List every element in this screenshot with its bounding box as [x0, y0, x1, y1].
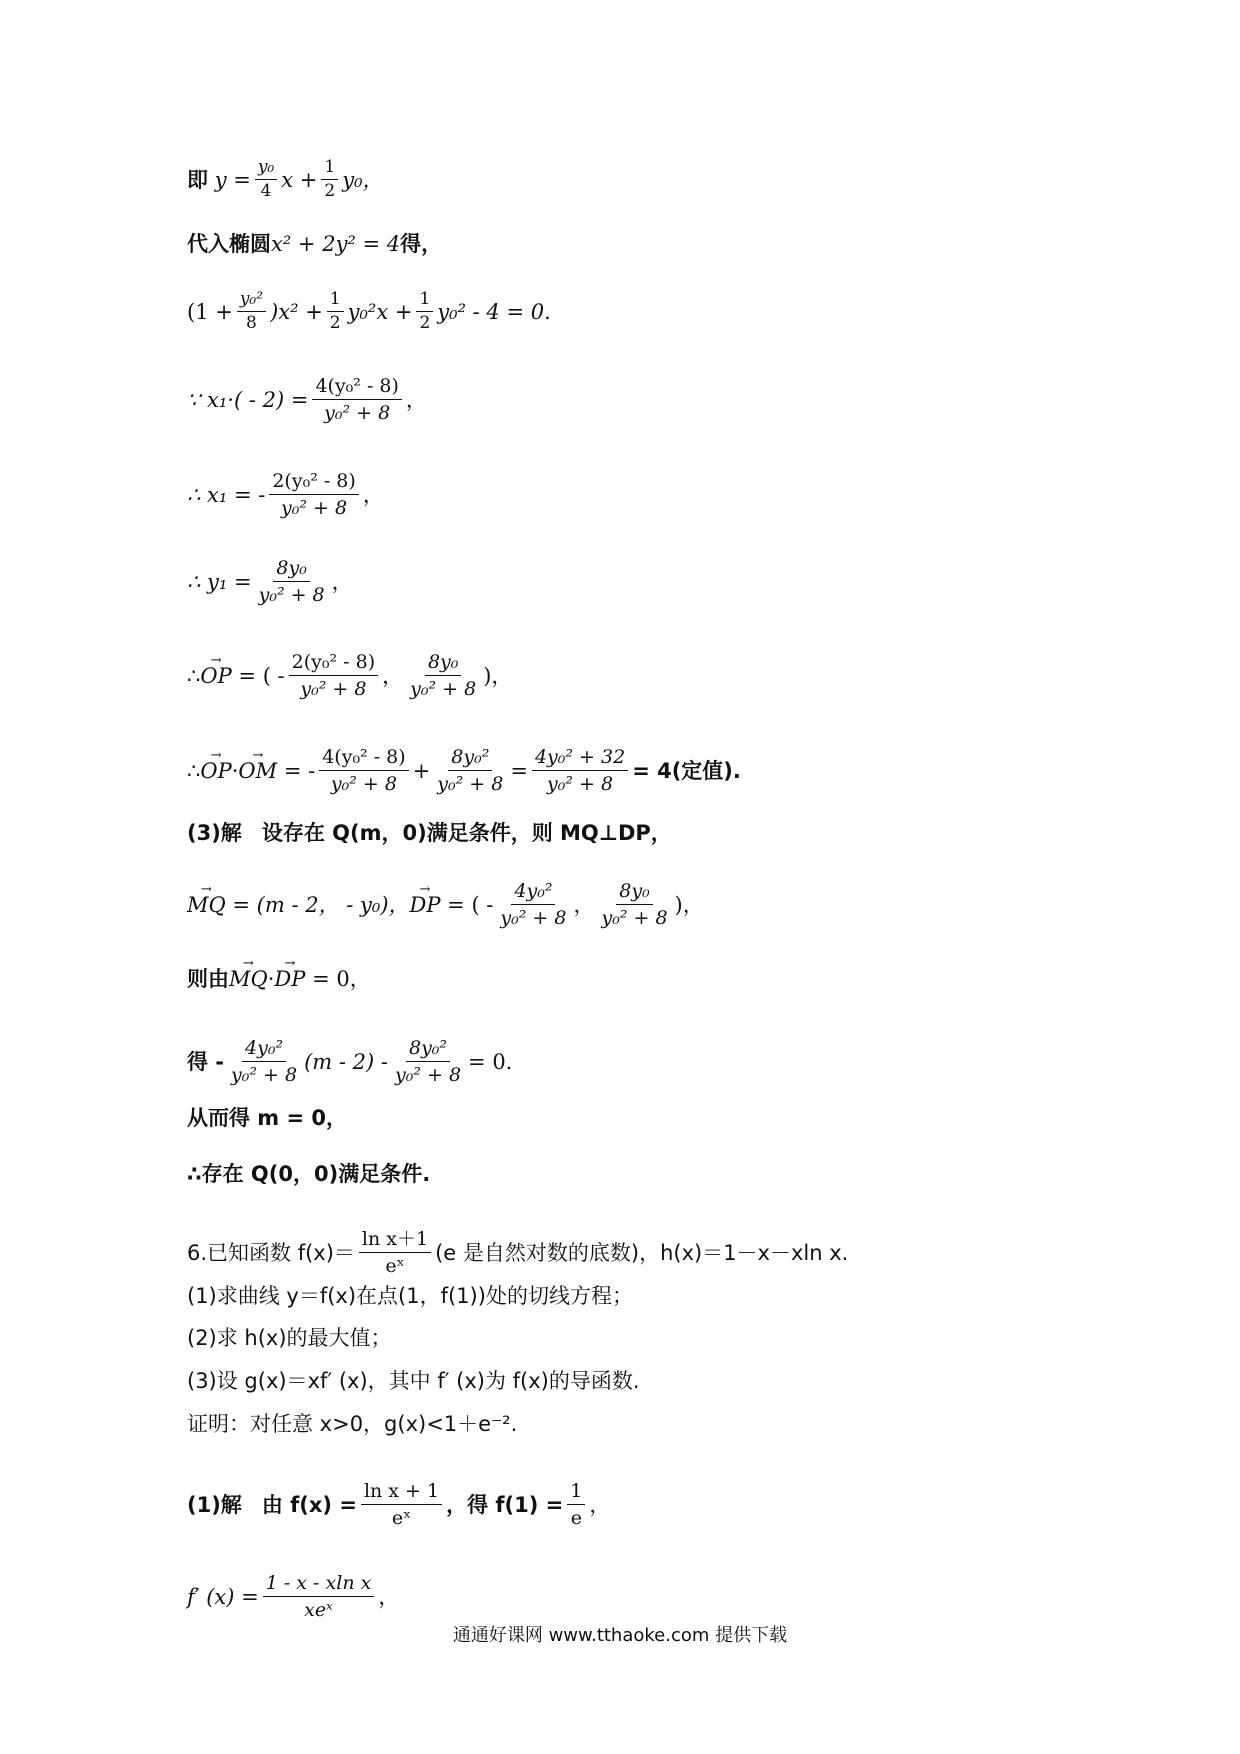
numerator: 8y₀ [616, 880, 652, 905]
fraction [407, 651, 479, 700]
math: ， [382, 663, 404, 688]
denominator: eˣ [385, 1255, 405, 1277]
numerator: 1 [416, 290, 433, 312]
fraction [434, 746, 506, 795]
fraction [289, 651, 378, 700]
text: (1)求曲线 y＝f(x)在点(1，f(1))处的切线方程； [187, 1284, 633, 1308]
fraction [269, 470, 358, 519]
problem-6-stem [187, 1228, 848, 1277]
math: = 4(定值). [632, 758, 741, 783]
fraction [359, 1228, 431, 1277]
math: )x² + [270, 299, 323, 324]
math: = (m - 2， - y₀)， [232, 892, 410, 917]
text: 代入椭圆 [187, 232, 271, 256]
math: ， [405, 387, 427, 412]
m-result [187, 1105, 347, 1131]
derivative-f [187, 1572, 399, 1621]
problem-6-solution-1 [187, 1480, 610, 1529]
text: 则由 [187, 967, 229, 991]
label: (3)解 [187, 821, 242, 845]
denominator: y₀² + 8 [330, 773, 397, 795]
numerator: 2(y₀² - 8) [269, 470, 358, 495]
math: f′ (x) = [187, 1584, 259, 1609]
text: 由 f(x) = [261, 1492, 357, 1517]
text: 证明：对任意 x>0，g(x)<1＋e⁻². [187, 1412, 518, 1436]
dot-product-op-om [187, 746, 741, 795]
vieta-product [187, 375, 427, 424]
math: ， [573, 892, 595, 917]
math: ∴ [187, 758, 201, 783]
x1-value [187, 470, 384, 519]
numerator: 4(y₀² - 8) [319, 746, 408, 771]
math: · [231, 758, 239, 783]
numerator: 4y₀² + 32 [532, 746, 628, 771]
fraction [497, 880, 569, 929]
math: ， [589, 1492, 611, 1517]
math: (1 + [187, 299, 233, 324]
denominator: y₀² + 8 [500, 907, 567, 929]
text: 设存在 Q(m，0)满足条件，则 MQ⊥DP， [261, 821, 672, 845]
numerator: 1 [327, 290, 344, 312]
fraction [361, 1480, 442, 1529]
math: = 0， [312, 967, 371, 991]
q-exists-conclusion [187, 1161, 430, 1187]
math: = 0. [468, 1049, 513, 1074]
denominator: 2 [419, 313, 431, 333]
numerator: ln x + 1 [361, 1480, 442, 1505]
y1-value [187, 557, 353, 606]
denominator: 8 [246, 313, 257, 333]
part3-assumption [187, 820, 672, 846]
denominator: y₀² + 8 [324, 402, 391, 424]
math: )， [674, 892, 704, 917]
fraction [416, 290, 433, 333]
math: + [412, 758, 431, 783]
text: 从而得 m = 0， [187, 1106, 348, 1130]
numerator: 4y₀² [511, 880, 555, 905]
label: (1)解 [187, 1492, 242, 1517]
denominator: y₀² + 8 [547, 773, 614, 795]
denominator: y₀² + 8 [437, 773, 504, 795]
math: ∴ y₁ = [187, 569, 252, 594]
numerator: 2(y₀² - 8) [289, 651, 378, 676]
numerator: 4y₀² [242, 1037, 286, 1062]
math: = ( - [238, 663, 285, 688]
vector-label: → MQ [229, 966, 268, 992]
vector-op [187, 651, 512, 700]
problem-6-q1 [187, 1283, 633, 1309]
numerator: ln x＋1 [359, 1228, 431, 1253]
denominator: 4 [260, 181, 272, 201]
math: ∴ x₁ = - [187, 482, 266, 507]
equation-tangent-line [187, 158, 384, 201]
numerator: 8y₀ [425, 651, 461, 676]
numerator: 8y₀ [273, 557, 309, 582]
math: = [510, 758, 528, 783]
numerator: y₀² [237, 290, 266, 312]
math: y₀² - 4 = 0. [437, 299, 551, 324]
math: y₀， [342, 167, 384, 192]
text: 6.已知函数 f(x)＝ [187, 1240, 355, 1265]
substitute-ellipse [187, 231, 442, 257]
denominator: 2 [324, 181, 336, 201]
math: ， [331, 569, 353, 594]
numerator: 8y₀² [448, 746, 492, 771]
denominator: eˣ [391, 1507, 412, 1529]
denominator: xeˣ [304, 1599, 333, 1621]
vector-label: → OP [200, 663, 231, 689]
text: ∴存在 Q(0，0)满足条件. [187, 1162, 431, 1186]
denominator: y₀² + 8 [410, 678, 477, 700]
denominator: y₀² + 8 [601, 907, 668, 929]
problem-6-q3-proof [187, 1411, 517, 1437]
numerator: 1 [567, 1480, 585, 1505]
denominator: y₀² + 8 [394, 1064, 462, 1086]
fraction [532, 746, 628, 795]
fraction [392, 1037, 464, 1086]
text: (e 是自然对数的底数)，h(x)＝1－x－xln x. [435, 1240, 849, 1265]
dot-product-condition [187, 966, 371, 992]
math: x + [281, 167, 318, 192]
solve-m-equation [187, 1037, 512, 1086]
numerator: 1 [321, 158, 338, 180]
numerator: 1 - x - xln x [263, 1572, 375, 1597]
denominator: y₀² + 8 [258, 584, 325, 606]
math: ∵ x₁·( - 2) = [187, 387, 309, 412]
math: ， [362, 482, 384, 507]
fraction [255, 158, 277, 201]
text: (3)设 g(x)＝xf′ (x)，其中 f′ (x)为 f(x)的导函数. [187, 1369, 640, 1393]
vectors-mq-dp [187, 880, 704, 929]
fraction [567, 1480, 585, 1529]
fraction [256, 557, 328, 606]
text: ，得 f(1) = [446, 1492, 564, 1517]
fraction [321, 158, 338, 201]
denominator: 2 [329, 313, 341, 333]
math: = - [283, 758, 316, 783]
quadratic-equation [187, 290, 551, 333]
fraction [237, 290, 266, 333]
vector-label: → MQ [187, 892, 226, 918]
fraction [598, 880, 670, 929]
math: y₀²x + [347, 299, 413, 324]
math: x² + 2y² = 4 [271, 232, 401, 256]
denominator: e [570, 1507, 582, 1529]
math: y = [214, 167, 251, 192]
vector-label: → OM [238, 758, 277, 784]
denominator: y₀² + 8 [281, 497, 348, 519]
vector-label: → OP [200, 758, 231, 784]
denominator: y₀² + 8 [300, 678, 367, 700]
math: (m - 2) - [304, 1049, 388, 1074]
fraction [327, 290, 344, 333]
math: ∴ [187, 663, 201, 688]
text: (2)求 h(x)的最大值； [187, 1326, 392, 1350]
text: 得， [400, 232, 443, 256]
math: ， [378, 1584, 400, 1609]
text: 即 [187, 167, 208, 192]
numerator: y₀ [255, 158, 277, 180]
fraction [228, 1037, 300, 1086]
numerator: 4(y₀² - 8) [312, 375, 401, 400]
math: = ( - [447, 892, 494, 917]
problem-6-q3 [187, 1368, 640, 1394]
math: · [267, 967, 275, 991]
vector-label: → DP [410, 892, 441, 918]
text: 得 - [187, 1049, 225, 1074]
fraction [312, 375, 401, 424]
page-footer: 通通好课网 www.tthaoke.com 提供下载 [452, 1625, 788, 1646]
vector-label: → DP [274, 966, 305, 992]
fraction [263, 1572, 375, 1621]
problem-6-q2 [187, 1325, 392, 1351]
denominator: y₀² + 8 [231, 1064, 298, 1086]
fraction [319, 746, 408, 795]
numerator: 8y₀² [406, 1037, 450, 1062]
math: )， [483, 663, 513, 688]
